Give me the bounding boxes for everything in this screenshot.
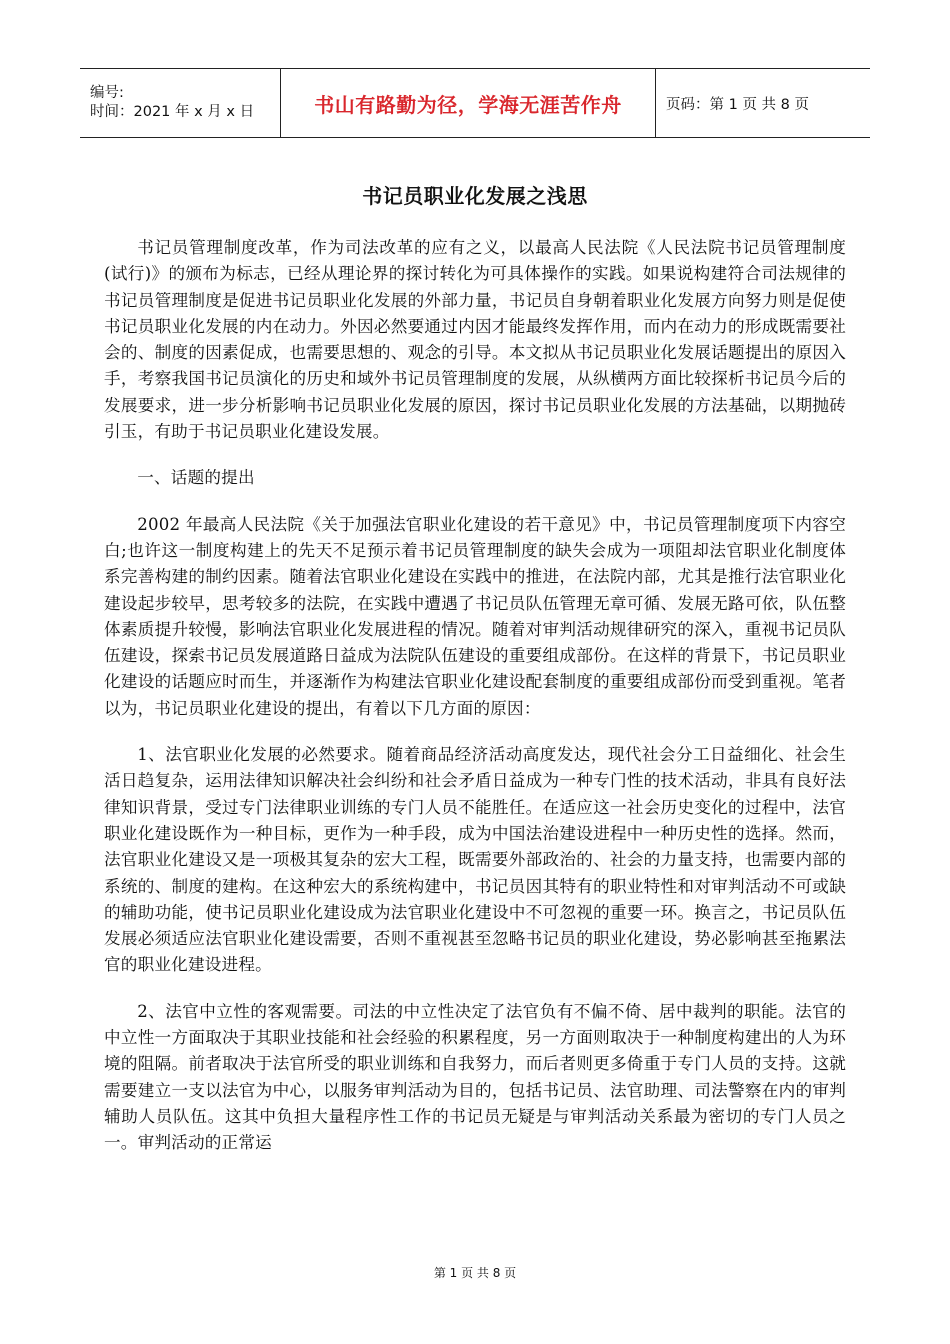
body-paragraph: 2、法官中立性的客观需要。司法的中立性决定了法官负有不偏不倚、居中裁判的职能。法官的中立性一方面取决于其职业技能和社会经验的积累程度，另一方面则取决于一种制度构建出的人为环境的阻隔。前者取决于法官所受的职业训练和自我努力，而后者则更多倚重于专门人员的支持。这就需要建立一支以法官为中心，以服务审判活动为目的，包括书记员、法官助理、司法警察在内的审判辅助人员队伍。这其中负担大量程序性工作的书记员无疑是与审判活动关系最为密切的专门人员之一。审判活动的正常运 xyxy=(104,1001,846,1153)
page-footer: 第 1 页 共 8 页 xyxy=(433,1266,517,1280)
intro-paragraph: 书记员管理制度改革，作为司法改革的应有之义，以最高人民法院《人民法院书记员管理制度(试行)》的颁布为标志，已经从理论界的探讨转化为可具体操作的实践。如果说构建符合司法规律的书记员管理制度是促进书记员职业化发展的外部力量，书记员自身朝着职业化发展方向努力则是促使书记员职业化发展的内在动力。外因必然要通过内因才能最终发挥作用，而内在动力的形成既需要社会的、制度的因素促成，也需要思想的、观念的引导。本文拟从书记员职业化发展话题提出的原因入手，考察我国书记员演化的历史和域外书记员管理制度的发展，从纵横两方面比较探析书记员今后的发展要求，进一步分析影响书记员职业化发展的原因，探讨书记员职业化发展的方法基础，以期抛砖引玉，有助于书记员职业化建设发展。 xyxy=(104,238,846,442)
body-paragraph: 1、法官职业化发展的必然要求。随着商品经济活动高度发达，现代社会分工日益细化、社会生活日趋复杂，运用法律知识解决社会纠纷和社会矛盾日益成为一种专门性的技术活动，非具有良好法律知识背景，受过专门法律职业训练的专门人员不能胜任。在适应这一社会历史变化的过程中，法官职业化建设既作为一种目标，更作为一种手段，成为中国法治建设进程中一种历史性的选择。然而，法官职业化建设又是一项极其复杂的宏大工程，既需要外部政治的、社会的力量支持，也需要内部的系统的、制度的建构。在这种宏大的系统构建中，书记员因其特有的职业特性和对审判活动不可或缺的辅助功能，使书记员职业化建设成为法官职业化建设中不可忽视的重要一环。换言之，书记员队伍发展必须适应法官职业化建设需要，否则不重视甚至忽略书记员的职业化建设，势必影响甚至拖累法官的职业化建设进程。 xyxy=(104,745,846,975)
document-date: 时间：2021 年 x 月 x 日 xyxy=(90,104,255,120)
document-title: 书记员职业化发展之浅思 xyxy=(362,184,588,208)
document-number-label: 编号: xyxy=(90,85,124,101)
header-table xyxy=(80,68,870,138)
header-motto: 书山有路勤为径，学海无涯苦作舟 xyxy=(280,69,656,137)
header-meta xyxy=(80,69,280,137)
header-page-info: 页码：第 1 页 共 8 页 xyxy=(666,96,809,113)
body-paragraph: 2002 年最高人民法院《关于加强法官职业化建设的若干意见》中，书记员管理制度项下内容空白;也许这一制度构建上的先天不足预示着书记员管理制度的缺失会成为一项阻却法官职业化制度体系完善构建的制约因素。随着法官职业化建设在实践中的推进，在法院内部，尤其是推行法官职业化建设起步较早，思考较多的法院，在实践中遭遇了书记员队伍管理无章可循、发展无路可依，队伍整体素质提升较慢，影响法官职业化发展进程的情况。随着对审判活动规律研究的深入，重视书记员队伍建设，探索书记员发展道路日益成为法院队伍建设的重要组成部份。在这样的背景下，书记员职业化建设的话题应时而生，并逐渐作为构建法官职业化建设配套制度的重要组成部份而受到重视。笔者以为，书记员职业化建设的提出，有着以下几方面的原因： xyxy=(104,514,846,718)
section-heading: 一、话题的提出 xyxy=(137,468,255,488)
document-body xyxy=(104,235,846,1157)
